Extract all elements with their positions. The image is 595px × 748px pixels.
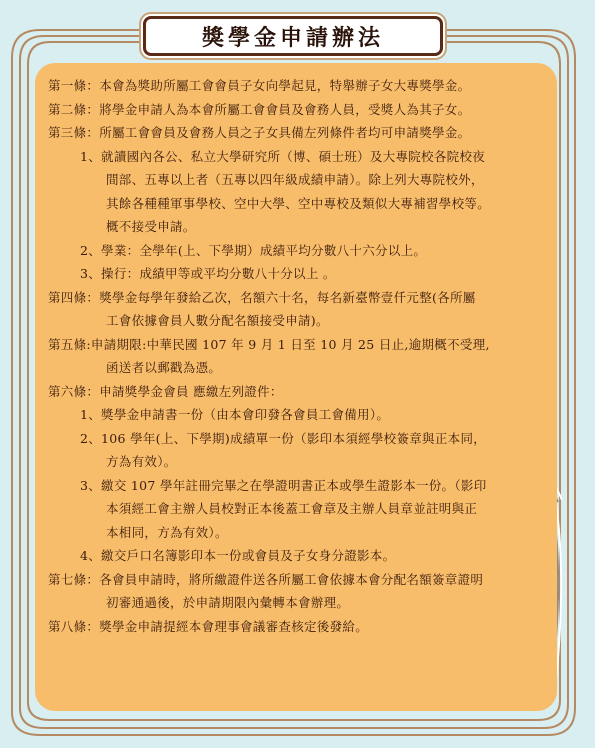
regulations-panel	[35, 63, 557, 711]
article-line: 第五條:申請期限:中華民國 107 年 9 月 1 日至 10 月 25 日止,逾期概不受理,	[48, 336, 490, 352]
article-line: 第二條：將學金申請人為本會所屬工會會員及會務人員，受獎人為其子女。	[48, 101, 471, 117]
article-line: 第六條：申請獎學金會員 應繳左列證件：	[48, 383, 283, 399]
sub-item-line: 2、106 學年(上、下學期)成績單一份（影印本須經學校簽章與正本同，	[80, 430, 487, 446]
sub-item-line: 1、就讀國內各公、私立大學研究所（博、碩士班）及大專院校各院校夜	[80, 148, 486, 164]
sub-item-line: 概不接受申請。	[106, 219, 196, 234]
sub-item-line: 間部、五專以上者（五專以四年級成績申請）。除上列大專院校外，	[106, 172, 484, 187]
sub-item-line: 4、繳交戶口名簿影印本一份或會員及子女身分證影本。	[80, 548, 396, 563]
sub-item-line: 本須經工會主辦人員校對正本後蓋工會章及主辦人員章並註明與正	[106, 501, 478, 516]
title-box	[143, 16, 443, 56]
sub-item-line: 1、獎學金申請書一份（由本會印發各會員工會備用）。	[80, 407, 390, 422]
sub-item-line: 方為有效）。	[106, 454, 177, 469]
article-line: 第一條：本會為獎助所屬工會會員子女向學起見，特舉辦子女大專獎學金。	[48, 78, 471, 93]
sub-item-line: 2、學業：全學年(上、下學期）成績平均分數八十六分以上。	[80, 242, 427, 258]
article-line: 第八條：獎學金申請提經本會理事會議審查核定後發給。	[48, 618, 369, 634]
article-line: 工會依據會員人數分配名額接受申請)。	[106, 313, 329, 328]
article-line: 第三條：所屬工會會員及會務人員之子女具備左列條件者均可申請獎學金。	[48, 125, 471, 140]
sub-item-line: 其餘各種種軍事學校、空中大學、空中專校及類似大專補習學校等。	[106, 195, 491, 211]
article-line: 函送者以郵戳為憑。	[106, 360, 222, 375]
article-line: 第七條：各會員申請時，將所繳證件送各所屬工會依據本會分配名額簽章證明	[48, 571, 484, 587]
sub-item-line: 3、繳交 107 學年註冊完畢之在學證明書正本或學生證影本一份。（影印	[80, 477, 487, 493]
sub-item-line: 本相同，方為有效）。	[106, 524, 228, 540]
page-title: 獎學金申請辦法	[201, 24, 384, 51]
sub-item-line: 3、操行：成績甲等或平均分數八十分以上 。	[80, 266, 336, 281]
article-line: 初審通過後，於申請期限內彙轉本會辦理。	[106, 595, 350, 610]
article-line: 第四條：獎學金每學年發給乙次，名額六十名，每名新臺幣壹仟元整(各所屬	[48, 289, 476, 305]
